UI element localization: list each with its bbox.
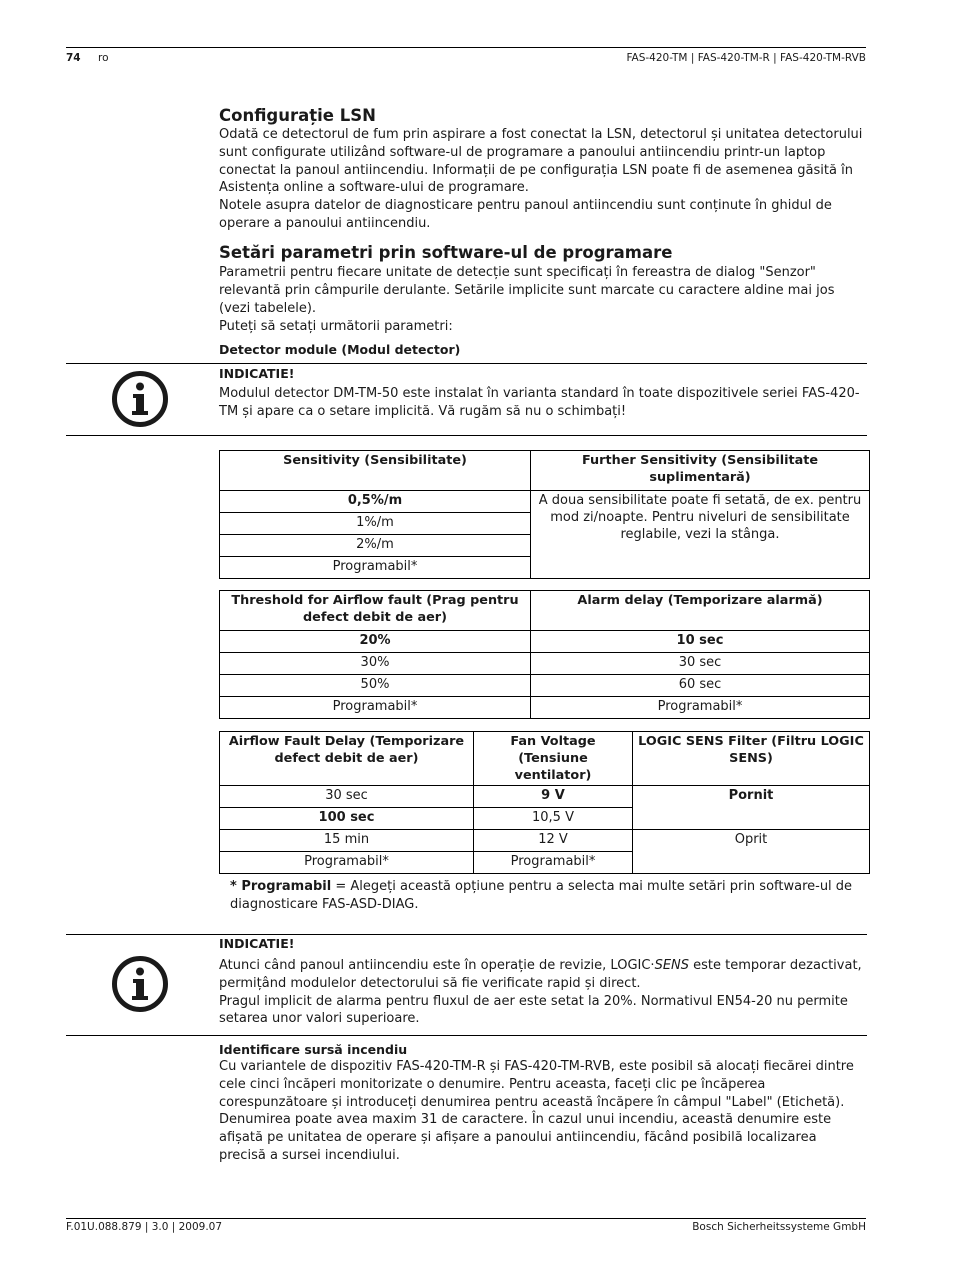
table-cell: 0,5%/m bbox=[220, 491, 531, 513]
sensitivity-table bbox=[219, 450, 870, 579]
table-cell: 2%/m bbox=[220, 535, 531, 557]
table-cell: 30% bbox=[220, 653, 531, 675]
table-cell: 60 sec bbox=[531, 675, 870, 697]
info-icon bbox=[111, 370, 169, 428]
table-cell: Programabil* bbox=[474, 852, 633, 874]
table-header: Further Sensitivity (Sensibilitate suplimentară) bbox=[531, 451, 870, 491]
info-icon bbox=[111, 955, 169, 1013]
fire-source-heading: Identificare sursă incendiu bbox=[219, 1042, 408, 1057]
footnote-text: = Alegeți această opțiune pentru a selecta mai multe setări prin software-ul de diagnosticare FAS-ASD-DIAG. bbox=[230, 879, 853, 912]
language-code: ro bbox=[98, 52, 109, 64]
table-cell: Programabil* bbox=[220, 697, 531, 719]
lsn-paragraph-2: Notele asupra datelor de diagnosticare pentru panoul antiincendiu sunt conținute în ghidul de operare a panoului antiincendiu. bbox=[219, 198, 832, 231]
notice-box-2 bbox=[66, 934, 867, 1036]
table-header: Airflow Fault Delay (Temporizare defect debit de aer) bbox=[220, 732, 474, 786]
detector-module-subheading: Detector module (Modul detector) bbox=[219, 342, 461, 357]
notice-2-text bbox=[219, 957, 869, 1028]
table-cell: 10,5 V bbox=[474, 808, 633, 830]
notice-2-emphasis: SENS bbox=[654, 958, 690, 973]
header-rule bbox=[66, 47, 866, 48]
airflow-threshold-table bbox=[219, 590, 870, 719]
table-cell: Pornit bbox=[633, 786, 870, 830]
table-cell: 12 V bbox=[474, 830, 633, 852]
table-cell: 1%/m bbox=[220, 513, 531, 535]
notice-1-title: INDICATIE! bbox=[219, 366, 295, 381]
settings-paragraph-2: Puteți să setați următorii parametri: bbox=[219, 319, 453, 334]
footnote-label: * Programabil bbox=[230, 879, 332, 894]
fault-delay-table bbox=[219, 731, 870, 874]
lsn-paragraph-1: Odată ce detectorul de fum prin aspirare a fost conectat la LSN, detectorul și unitatea detectorului sunt configurate utilizând software-ul de programare a panoului antiincendiu printr-un laptop conectat la panoul antiincendiu. Informații de pe configurația LSN poate fi de asemenea găsită în Asistența online a software-ului de programare. bbox=[219, 127, 863, 196]
table-cell: Programabil* bbox=[220, 852, 474, 874]
table-cell: 30 sec bbox=[531, 653, 870, 675]
notice-2-title: INDICATIE! bbox=[219, 936, 295, 951]
table-cell: Programabil* bbox=[220, 557, 531, 579]
table-cell: Programabil* bbox=[531, 697, 870, 719]
footnote bbox=[230, 878, 866, 914]
table-cell: 15 min bbox=[220, 830, 474, 852]
notice-2-text-part: este temporar dezactivat, permițând modulelor detectorului să fie verificate rapid și direct. bbox=[219, 958, 862, 991]
table-header: Fan Voltage (Tensiune ventilator) bbox=[474, 732, 633, 786]
product-title: FAS-420-TM | FAS-420-TM-R | FAS-420-TM-RVB bbox=[626, 52, 866, 64]
table-header: Alarm delay (Temporizare alarmă) bbox=[531, 591, 870, 631]
table-cell: 10 sec bbox=[531, 631, 870, 653]
table-header: Threshold for Airflow fault (Prag pentru defect debit de aer) bbox=[220, 591, 531, 631]
table-header: Sensitivity (Sensibilitate) bbox=[220, 451, 531, 491]
notice-1-text: Modulul detector DM-TM-50 este instalat în varianta standard în toate dispozitivele seriei FAS-420-TM și apare ca o setare implicită. Vă rugăm să nu o schimbați! bbox=[219, 386, 860, 419]
table-cell: Oprit bbox=[633, 830, 870, 874]
fire-source-text: Cu variantele de dispozitiv FAS-420-TM-R și FAS-420-TM-RVB, este posibil să alocați fiecărei dintre cele cinci încăperi monitorizate o denumire. Pentru aceasta, faceți clic pe încăperea corespunzătoare și introduceți denumirea pentru această încăpere în câmpul "Label" (Etichetă). Denumirea poate avea maxim 31 de caractere. În cazul unui incendiu, această denumire este afișată pe unitatea de operare și afișare a panoului antiincendiu, făcând posibilă localizarea precisă a sursei incendiului. bbox=[219, 1059, 854, 1163]
notice-box-1 bbox=[66, 363, 867, 436]
table-cell: 20% bbox=[220, 631, 531, 653]
table-cell: 9 V bbox=[474, 786, 633, 808]
notice-2-text-2: Pragul implicit de alarma pentru fluxul de aer este setat la 20%. Normativul EN54-20 nu permite setarea unor valori superioare. bbox=[219, 993, 848, 1027]
page-number: 74 bbox=[66, 52, 81, 64]
table-cell: 100 sec bbox=[220, 808, 474, 830]
section-title-lsn: Configurație LSN bbox=[219, 106, 376, 125]
notice-2-text-part: Atunci când panoul antiincendiu este în operație de revizie, LOGIC· bbox=[219, 958, 655, 973]
further-sensitivity-note: A doua sensibilitate poate fi setată, de ex. pentru mod zi/noapte. Pentru niveluri de sensibilitate reglabile, vezi la stânga. bbox=[531, 491, 870, 579]
table-cell: 50% bbox=[220, 675, 531, 697]
footer-rule bbox=[66, 1218, 866, 1219]
settings-paragraph-1: Parametrii pentru fiecare unitate de detecție sunt specificați în fereastra de dialog "Senzor" relevantă prin câmpurile derulante. Setările implicite sunt marcate cu caractere aldine mai jos (vezi tabelele). bbox=[219, 265, 835, 316]
document-id: F.01U.088.879 | 3.0 | 2009.07 bbox=[66, 1221, 223, 1233]
table-cell: 30 sec bbox=[220, 786, 474, 808]
section-title-settings: Setări parametri prin software-ul de programare bbox=[219, 243, 673, 262]
table-header: LOGIC SENS Filter (Filtru LOGIC SENS) bbox=[633, 732, 870, 786]
company-name: Bosch Sicherheitssysteme GmbH bbox=[692, 1221, 866, 1233]
